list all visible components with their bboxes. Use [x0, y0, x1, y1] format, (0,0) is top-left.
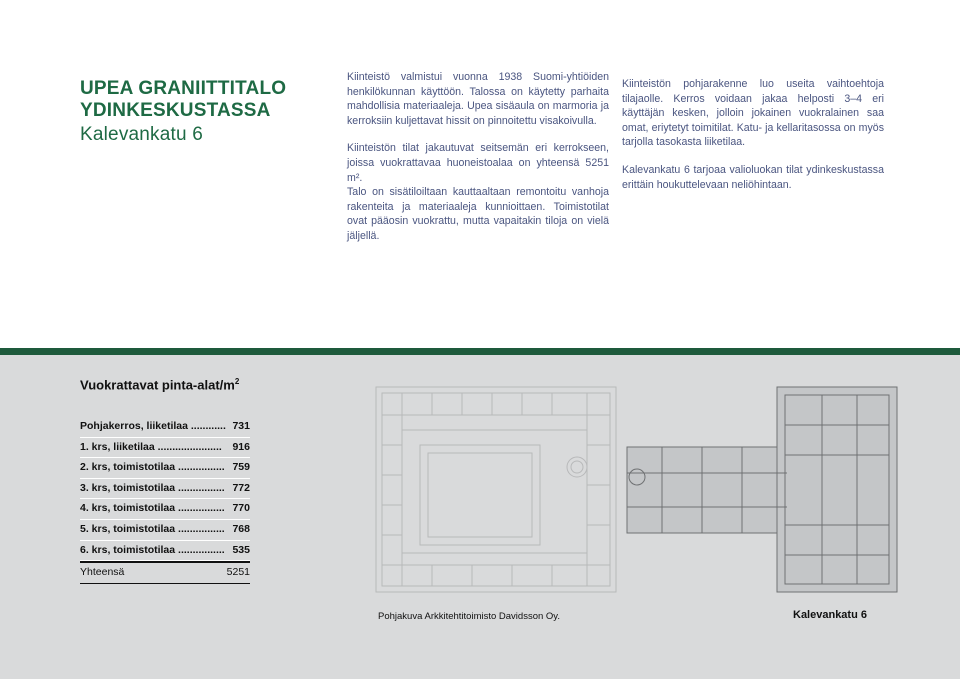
text-column-1	[347, 70, 609, 257]
paragraph: Kiinteistön pohjarakenne luo useita vaihtoehtoja tilajaolle. Kerros voidaan jakaa helposti 3–4 eri käyttäjän kesken, jolloin jokainen vuokralainen saa omat, eriytetyt toimitilat. Katu- ja kellaritasossa on myös tarjolla tasokasta liiketilaa.	[622, 78, 884, 149]
title-line-2: YDINKESKUSTASSA	[80, 100, 271, 121]
table-row: 1. krs, liiketilaa ...................... 916	[80, 438, 250, 459]
location-label: Kalevankatu 6	[793, 609, 867, 621]
floor-plan-image	[372, 385, 902, 595]
paragraph: Kiinteistön tilat jakautuvat seitsemän eri kerrokseen, joissa vuokrattavaa huoneistoalaa on yhteensä 5251 m².	[347, 142, 609, 184]
area-table	[80, 417, 250, 584]
paragraph: Talo on sisätiloiltaan kauttaaltaan remontoitu vanhoja rakenteita ja materiaaleja kunnioittaen. Toimistotilat ovat pääosin vuokrattu, mutta vapaitakin tiloja on vielä jäljellä.	[347, 186, 609, 242]
title-subtitle: Kalevankatu 6	[80, 124, 204, 145]
table-total-row: Yhteensä 5251	[80, 561, 250, 584]
table-row: Pohjakerros, liiketilaa ............ 731	[80, 417, 250, 438]
table-title: Vuokrattavat pinta-$alat/m^2$	[80, 377, 240, 393]
table-row: 3. krs, toimistotilaa ................ 772	[80, 479, 250, 500]
divider-band	[0, 348, 960, 355]
paragraph: Kalevankatu 6 tarjoaa valioluokan tilat ydinkeskustassa erittäin houkuttelevaan neliöhintaan.	[622, 163, 884, 191]
table-row: 5. krs, toimistotilaa ................ 768	[80, 520, 250, 541]
paragraph: Kiinteistö valmistui vuonna 1938 Suomi-yhtiöiden henkilökunnan käyttöön. Talossa on käytetty parhaita mahdollisia materiaaleja. Upea sisäaula on marmoria ja kerroksiin kuljettavat hissit on pinnoitettu visakoivulla.	[347, 71, 609, 127]
text-column-2	[622, 77, 884, 205]
floor-plan-credit: Pohjakuva Arkkitehtitoimisto Davidsson Oy.	[378, 611, 560, 622]
page-title	[80, 78, 286, 146]
table-row: 2. krs, toimistotilaa ................ 759	[80, 458, 250, 479]
title-line-1: UPEA GRANIITTITALO	[80, 78, 287, 99]
table-row: 4. krs, toimistotilaa ................ 770	[80, 499, 250, 520]
table-row: 6. krs, toimistotilaa ................ 535	[80, 541, 250, 562]
